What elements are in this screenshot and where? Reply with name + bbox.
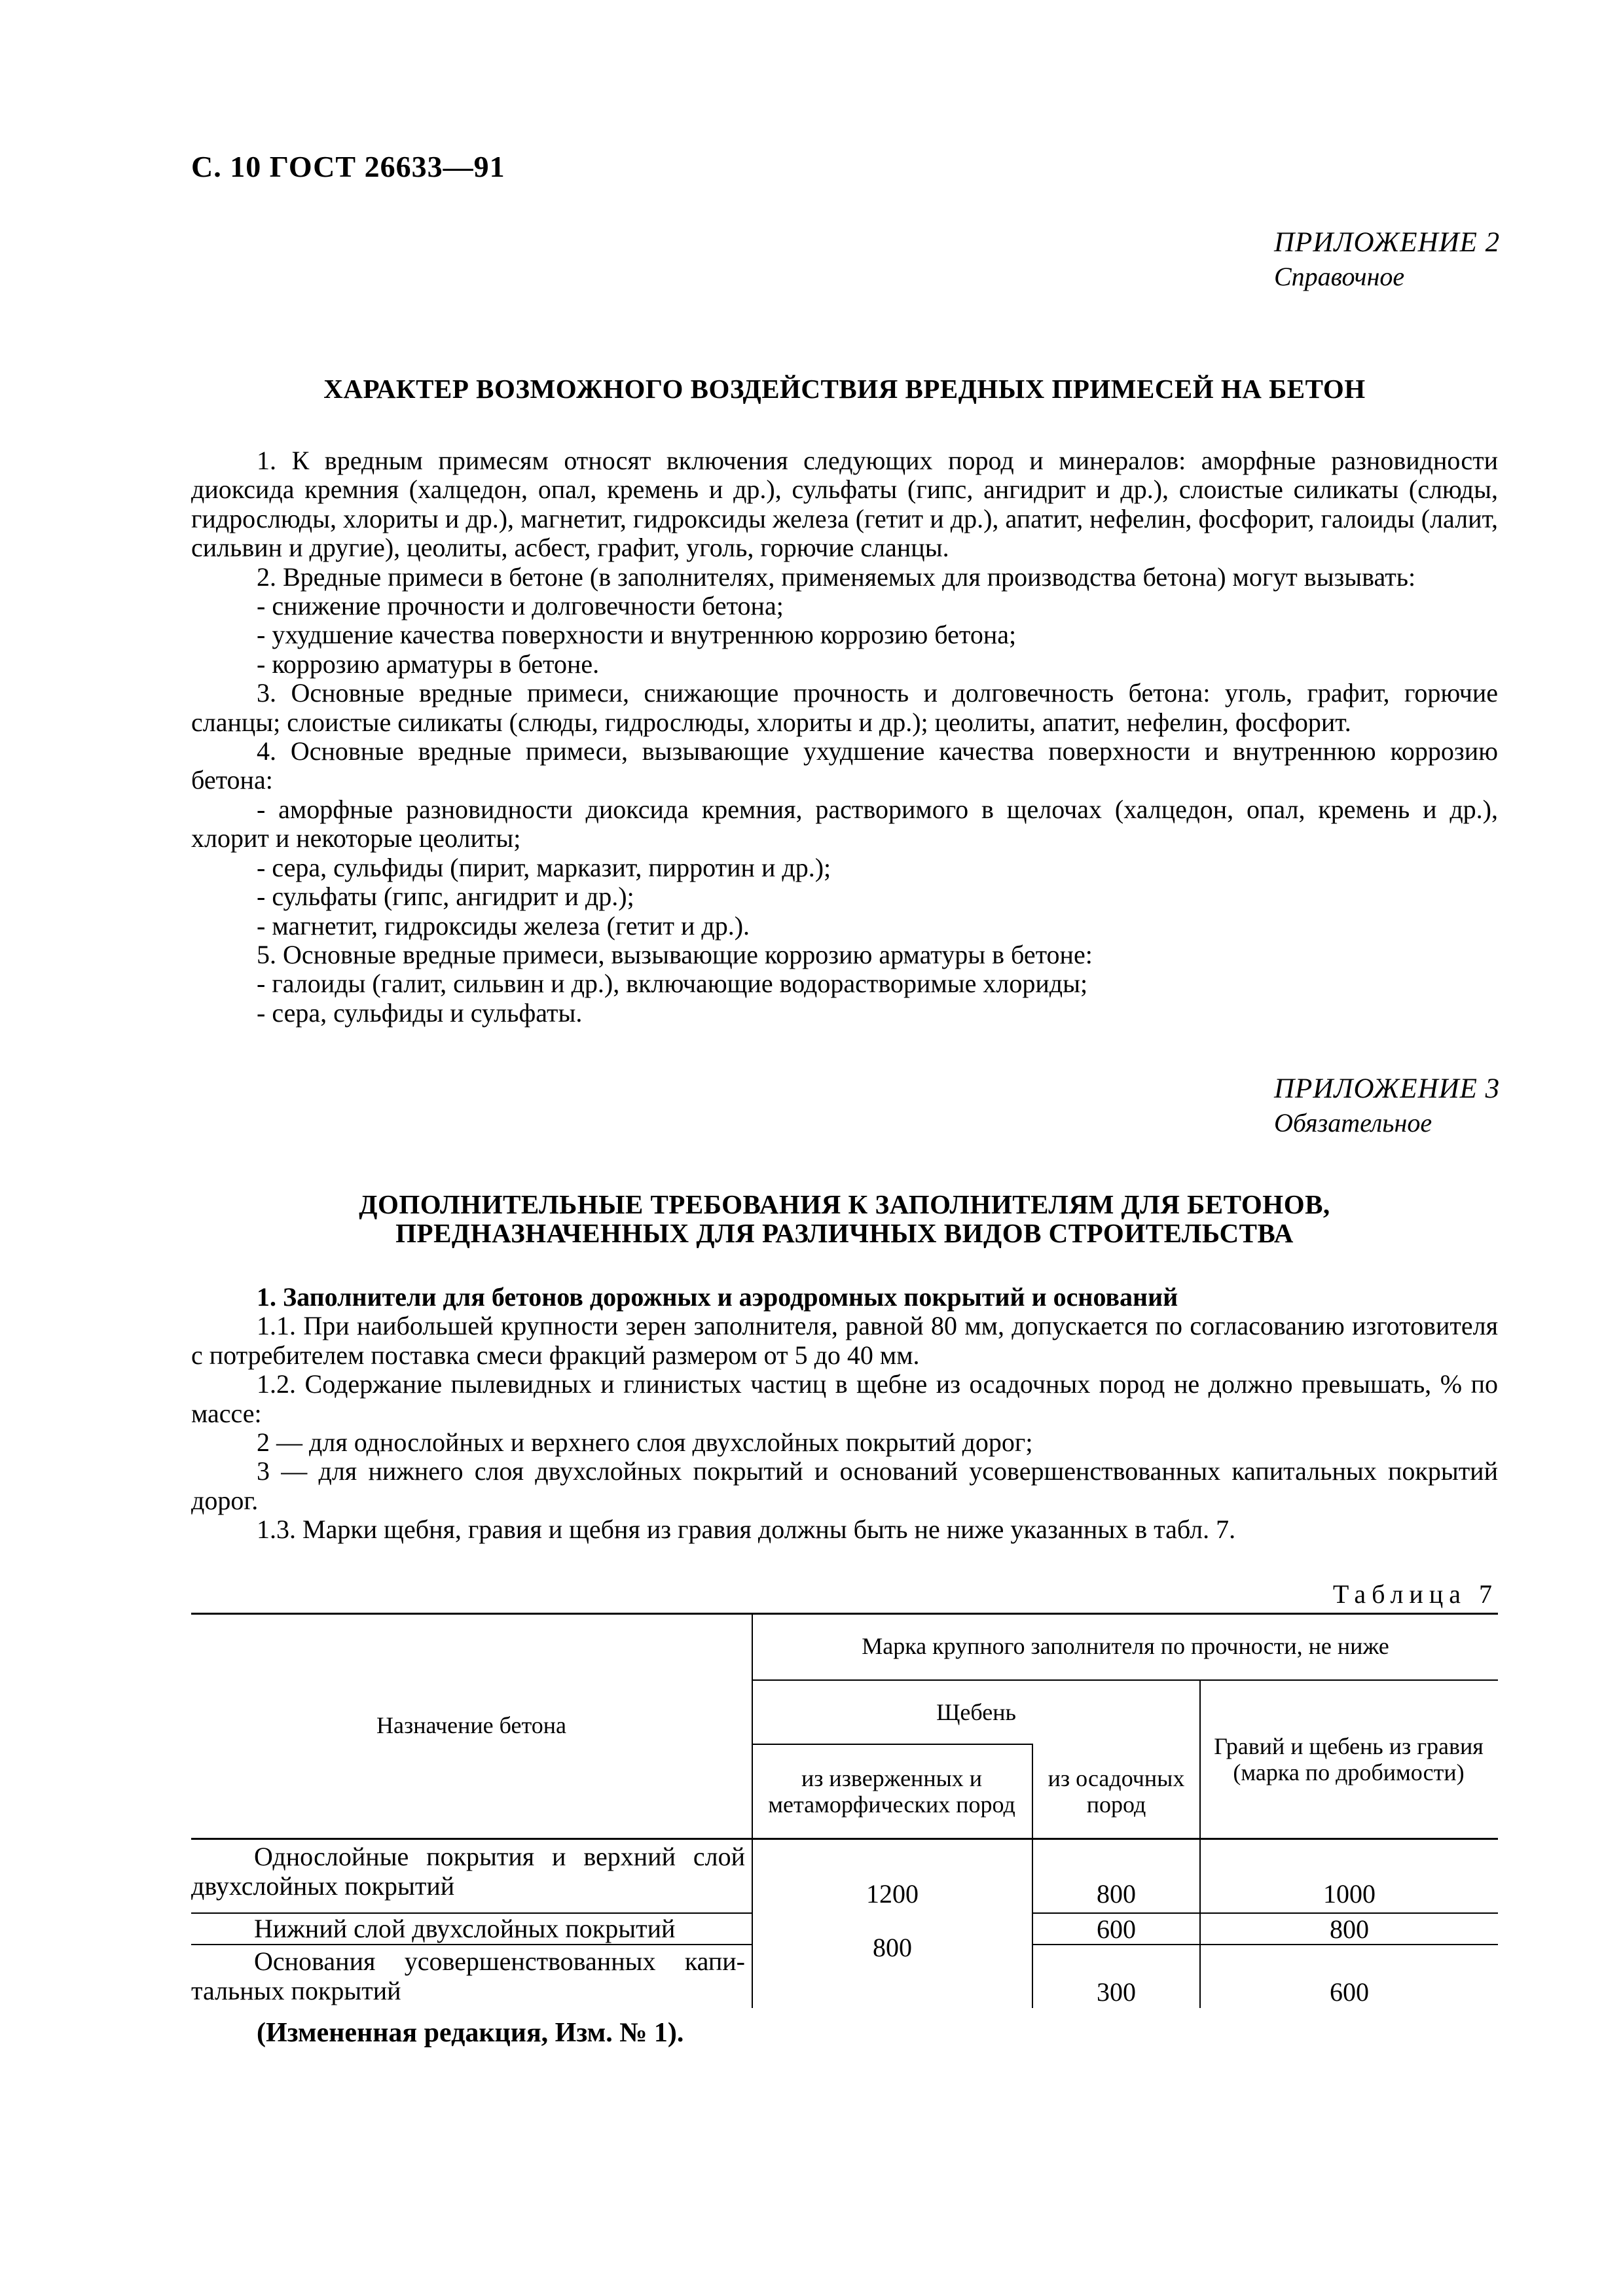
list-item: - коррозию арматуры в бетоне. [257,649,600,679]
table-7 [191,1613,1498,2009]
page-header: С. 10 ГОСТ 26633—91 [191,150,505,183]
paragraph: 2 — для однослойных и верхнего слоя двухслойных покрытий дорог; [257,1427,1033,1458]
header-group: Марка крупного заполнителя по прочности, не ниже [862,1633,1389,1659]
appendix-3-heading-line-2: ПРЕДНАЗНАЧЕННЫХ ДЛЯ РАЗЛИЧНЫХ ВИДОВ СТРОИТЕЛЬСТВА [395,1218,1294,1248]
row-3-gravel: 600 [1330,1977,1369,2007]
appendix-2-subtitle: Справочное [1274,262,1405,291]
list-item: - галоиды (галит, сильвин и др.), включающие водорастворимые хлориды; [257,969,1088,999]
row-1-gravel: 1000 [1323,1879,1376,1909]
row-2-purpose: Нижний слой двухслойных покрытий [254,1914,676,1943]
appendix-2-label [1274,226,1500,294]
table-rule-row-2 [191,1944,752,1945]
list-item: - сульфаты (гипс, ангидрит и др.); [257,882,634,912]
appendix-3-subtitle: Обязательное [1274,1108,1432,1138]
appendix-3-heading-line-1: ДОПОЛНИТЕЛЬНЫЕ ТРЕБОВАНИЯ К ЗАПОЛНИТЕЛЯМ ДЛЯ БЕТОНОВ, [359,1189,1330,1219]
list-item: - сера, сульфиды и сульфаты. [257,997,583,1028]
list-item: - аморфные разновидности диоксида кремния, растворимого в щелочах (халцедон, опал, кремень и др.), хлорит и некоторые цеолиты; [191,794,1498,853]
table-col-3 [1199,1679,1201,2008]
paragraph: 1.3. Марки щебня, гравия и щебня из гравия должны быть не ниже указанных в табл. 7. [257,1515,1236,1545]
paragraph: 4. Основные вредные примеси, вызывающие ухудшение качества поверхности и внутреннюю коррозию бетона: [191,736,1498,795]
header-crushed-stone: Щебень [936,1699,1016,1725]
subheading: 1. Заполнители для бетонов дорожных и аэродромных покрытий и оснований [257,1282,1178,1312]
appendix-3-title: ПРИЛОЖЕНИЕ 3 [1274,1073,1501,1104]
paragraph: 1. К вредным примесям относят включения следующих пород и минералов: аморфные разновидности диоксида кремния (халцедон, опал, кремень и др.), сульфаты (гипс, ангидрит и др.), слоистые силикаты (слюды, гидрослюды, хлориты и др.), магнетит, гидроксиды железа (гетит и др.), апатит, нефелин, фосфорит, галоиды (лалит, сильвин и другие), цеолиты, асбест, графит, уголь, горючие сланцы. [191,446,1498,563]
paragraph: 3. Основные вредные примеси, снижающие прочность и долговечность бетона: уголь, графит, горючие сланцы; слоистые силикаты (слюды, гидрослюды, хлориты и др.); цеолиты, апатит, нефелин, фосфорит. [191,678,1498,737]
list-item: - ухудшение качества поверхности и внутреннюю коррозию бетона; [257,620,1017,650]
appendix-3-label [1274,1072,1500,1140]
row-1-sedimentary: 800 [1097,1879,1136,1909]
row-2-gravel: 800 [1330,1914,1369,1944]
header-sedimentary: из осадочных пород [1048,1765,1185,1818]
row-2-igneous: 800 [873,1933,912,1962]
row-2-sedimentary: 600 [1097,1914,1136,1944]
list-item: - сера, сульфиды (пирит, марказит, пирротин и др.); [257,852,831,882]
appendix-3-heading [191,1190,1498,1247]
row-3-sedimentary: 300 [1097,1977,1136,2007]
paragraph: 1.2. Содержание пылевидных и глинистых частиц в щебне из осадочных пород не должно превышать, % по массе: [191,1369,1498,1428]
header-igneous: из изверженных и метаморфических пород [768,1765,1015,1818]
paragraph: 3 — для нижнего слоя двухслойных покрытий и оснований усовершенствованных капитальных покрытий дорог. [191,1456,1498,1515]
list-item: - снижение прочности и долговечности бетона; [257,591,784,621]
list-item: - магнетит, гидроксиды железа (гетит и др.). [257,910,750,941]
appendix-2-body [191,446,1498,1028]
paragraph: 5. Основные вредные примеси, вызывающие коррозию арматуры в бетоне: [257,939,1093,969]
row-1-igneous: 1200 [866,1879,919,1909]
appendix-2-heading: ХАРАКТЕР ВОЗМОЖНОГО ВОЗДЕЙСТВИЯ ВРЕДНЫХ ПРИМЕСЕЙ НА БЕТОН [323,374,1366,404]
paragraph: 1.1. При наибольшей крупности зерен заполнителя, равной 80 мм, допускается по согласованию изготовителя с потребителем поставка смеси фракций размером от 5 до 40 мм. [191,1311,1498,1370]
row-1-purpose: Однослойные покрытия и верхний слой двухслойных покрытий [191,1842,745,1901]
table-col-2 [1032,1744,1033,2008]
table-rule-head [191,1838,1498,1840]
header-gravel: Гравий и щебень из гравия (марка по дробимости) [1214,1733,1484,1785]
paragraph: 2. Вредные примеси в бетоне (в заполнителях, применяемых для производства бетона) могут вызывать: [257,562,1416,592]
appendix-3-body [191,1283,1498,1545]
header-purpose: Назначение бетона [376,1712,566,1738]
table-caption: Таблица 7 [1332,1579,1498,1609]
row-3-purpose: Основания усовершенствованных капи-тальных покрытий [191,1946,745,2005]
appendix-2-title: ПРИЛОЖЕНИЕ 2 [1274,227,1501,258]
revision-note: (Измененная редакция, Изм. № 1). [257,2018,684,2048]
